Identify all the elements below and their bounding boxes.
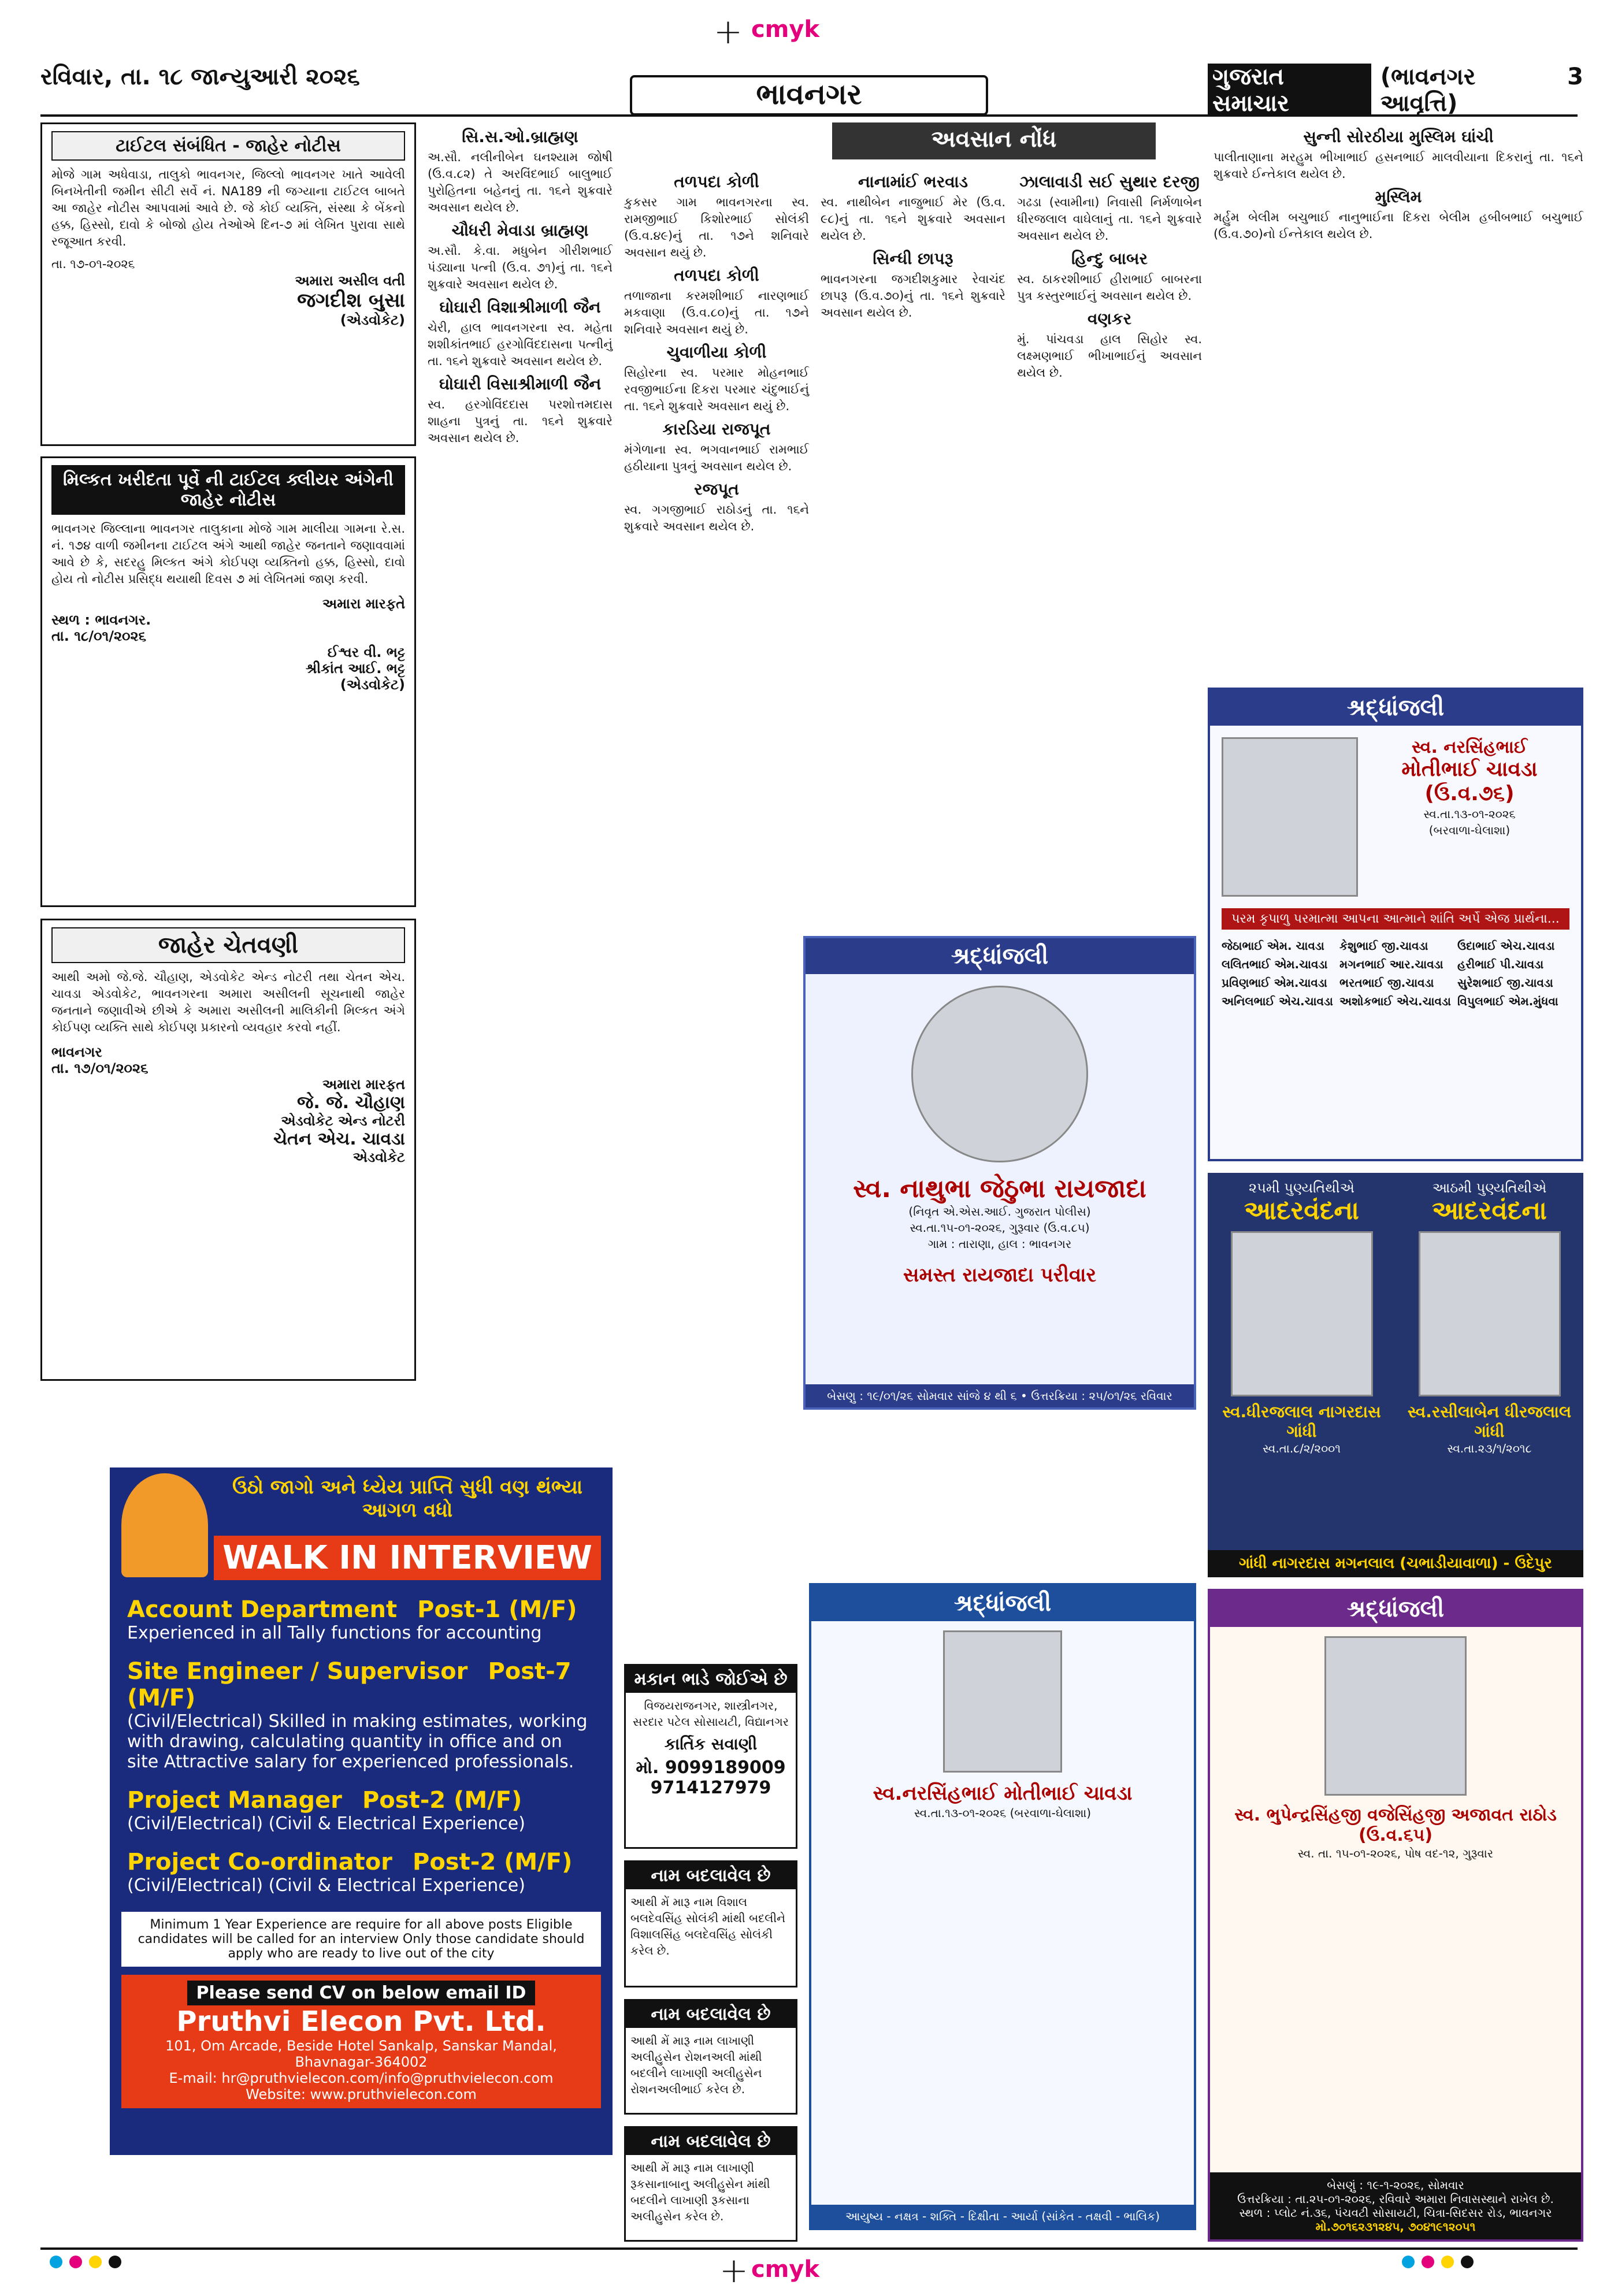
- post-count: Post-2 (M/F): [413, 1849, 573, 1875]
- obit-text: અ.સૌ. કે.વા. મધુબેન ગીરીશભાઈ પંડ્યાના પત્ની (ઉ.વ. ૭૧)નું તા. ૧૬ને શુક્રવારે અવસાન થયેલ છે.: [428, 243, 613, 291]
- ad-text: આથી મેં મારૂ નામ લાખાણી અલીહુસેન રોશનઅલી માંથી બદલીને લાખાણી અલીહુસેન રોશનઅલીભાઈ કરેલ છે.: [630, 2034, 762, 2096]
- tribute-name-prefix: સ્વ. નરસિંહભાઈ: [1411, 737, 1528, 757]
- property-notice-date: તા. ૧૮/૦૧/૨૦૨૬: [51, 627, 147, 644]
- tribute-phone[interactable]: મો.૭૦૧૬૨૩૧૨૪૫, ૭૦૪૧૯૧૨૦૫૧: [1315, 2220, 1476, 2234]
- obit-head: હિન્દુ બાબર: [1071, 248, 1148, 268]
- tribute-heading: શ્રદ્ધાંજલી: [806, 938, 1194, 974]
- obituary-column-1: [428, 122, 613, 1434]
- header-rule: [40, 114, 1578, 117]
- ad-area: વિજયરાજનગર, શાસ્ત્રીનગર, સરદાર પટેલ સોસાયટી, વિદ્યાનગર: [632, 1699, 789, 1729]
- registration-mark: +: [713, 12, 743, 52]
- dot-cyan: [1402, 2256, 1415, 2268]
- title-notice-signer-role: (એડવોકેટ): [340, 311, 405, 328]
- obituary-column-2: [624, 168, 809, 1439]
- title-notice-date: તા. ૧૭-૦૧-૨૦૨૬: [51, 257, 135, 271]
- portrait-photo: [1231, 1231, 1373, 1396]
- tribute-heading: શ્રદ્ધાંજલી: [1210, 690, 1581, 726]
- obit-head: મુસ્લિમ: [1375, 187, 1422, 206]
- dot-yellow: [1441, 2256, 1454, 2268]
- obit-head: ઘોઘારી વિશાશ્રીમાળી જૈન: [439, 297, 601, 317]
- public-warning-signer1-role: એડવોકેટ એન્ડ નોટરી: [281, 1112, 405, 1129]
- tribute-date: સ્વ.તા.૧૩-૦૧-૨૦૨૬ (બરવાળા-ઘેલાશા): [914, 1806, 1092, 1820]
- obit-head: સિ.સ.ઓ.બ્રાહ્મણ: [462, 127, 578, 146]
- tribute-name: મોતીભાઈ ચાવડા (ઉ.વ.૭૬): [1401, 757, 1538, 805]
- portrait-photo: [911, 986, 1088, 1162]
- public-warning: [40, 919, 416, 1381]
- obit-text: અ.સૌ. નલીનીબેન ઘનશ્યામ જોષી (ઉ.વ.૮૨) તે અરવિંદભાઈ બાલુભાઈ પુરોહિતના બહેનનું તા. ૧૬ને શુક્રવારે અવસાન થયેલ છે.: [428, 150, 613, 214]
- tribute-rathod: [1208, 1589, 1583, 2242]
- anniv-person1: સ્વ.ધીરજલાલ નાગરદાસ ગાંધી: [1222, 1402, 1381, 1441]
- ad-title: નામ બદલાવેલ છે: [626, 2001, 796, 2028]
- property-notice-signer1: ઈશ્વર વી. ભટ્ટ: [327, 644, 405, 660]
- family-member: અશોકભાઈ એચ.ચાવડા: [1339, 994, 1451, 1008]
- tribute-family: સમસ્ત રાયજાદા પરીવાર: [903, 1264, 1097, 1287]
- tribute-heading: શ્રદ્ધાંજલી: [1210, 1591, 1581, 1627]
- anniv-right-title: આદરવંદના: [1432, 1196, 1547, 1225]
- obit-text: ચેરી, હાલ ભાવનગરના સ્વ. મહેતા શશીકાંતભાઈ હરગોવિંદદાસના પત્નીનું તા. ૧૬ને શુક્રવારે અવસાન થયેલ છે.: [428, 320, 613, 368]
- obituary-column-3: [821, 168, 1005, 907]
- walk-in-posts: [110, 1591, 613, 1912]
- family-member: પ્રવિણભાઈ એમ.ચાવડા: [1222, 976, 1327, 990]
- obit-text: મું. પાંચવડા હાલ સિહોર સ્વ. લક્ષ્મણભાઈ ભીખાભાઈનું અવસાન થયેલ છે.: [1017, 332, 1202, 380]
- obit-head: કારડિયા રાજપૂત: [662, 419, 771, 439]
- obit-text: કુકસર ગામ ભાવનગરના સ્વ. રામજીભાઈ કિશોરભાઈ સોલંકી (ઉ.વ.૪૯)નું તા. ૧૭ને શનિવારે અવસાન થયું છે.: [624, 195, 809, 259]
- post-project-coordinator: [127, 1849, 595, 1896]
- walk-in-ad: [110, 1467, 613, 2155]
- post-desc: (Civil/Electrical) (Civil & Electrical Experience): [127, 1814, 525, 1834]
- paper-name: ગુજરાત સમાચાર: [1208, 64, 1371, 117]
- tribute-rank: (નિવૃત એ.એસ.આઈ. ગુજરાત પોલીસ): [908, 1205, 1091, 1218]
- family-member: હરીભાઈ પી.ચાવડા: [1457, 957, 1544, 971]
- property-notice-signer-label: અમારા મારફતે: [322, 595, 405, 612]
- company-email[interactable]: E-mail: hr@pruthvielecon.com/info@pruthvielecon.com: [169, 2070, 554, 2086]
- public-warning-body: આથી અમો જે.જે. ચૌહાણ, એડવોકેટ એન્ડ નોટરી તથા ચેતન એચ. ચાવડા એડવોકેટ, ભાવનગરના અમારા અસીલની સૂચનાથી જાહેર જનતાને જણાવીએ છીએ કે અમારા અસીલની માલિકીની મિલ્કત અંગે કોઈપણ વ્યક્તિ સાથે કોઈપણ પ્રકારનો વ્યવહાર કરવો નહીં.: [51, 970, 405, 1034]
- ad-title: નામ બદલાવેલ છે: [626, 1862, 796, 1889]
- obit-text: સ્વ. ઠાકરશીભાઈ હીરાભાઈ બાબરના પુત્ર કસ્તુરભાઈનું અવસાન થયેલ છે.: [1017, 272, 1202, 303]
- obit-text: ગઢડા (સ્વામીના) નિવાસી નિર્મળાબેન ધીરજલાલ વાઘેલાનું તા. ૧૬ને શુક્રવારે અવસાન થયેલ છે.: [1017, 195, 1202, 243]
- city-banner: [630, 75, 988, 116]
- obit-head: તળપદા કોળી: [674, 265, 759, 285]
- post-project-manager: [127, 1787, 595, 1834]
- anniversary-ad: [1208, 1173, 1583, 1577]
- tribute-besnu: બેસણુ : ૧૯/૦૧/૨૬ સોમવાર સાંજે ૪ થી ૬ • ઉત્તરક્રિયા : ૨૫/૦૧/૨૬ રવિવાર: [806, 1384, 1194, 1407]
- family-member: જેઠાભાઈ એમ. ચાવડા: [1222, 939, 1324, 953]
- anniv-family: ગાંધી નાગરદાસ મગનલાલ (ચભાડીયાવાળા) - ઉદેપુર: [1208, 1550, 1583, 1577]
- tribute-besnu: બેસણું : ૧૯-૧-૨૦૨૬, સોમવાર: [1327, 2178, 1464, 2192]
- tribute-place: (બરવાળા-ઘેલાશા): [1428, 823, 1511, 837]
- public-warning-place: ભાવનગર: [51, 1043, 102, 1060]
- obituary-column-5: [1214, 122, 1583, 677]
- obituary-section-title: અવસાન નોંધ: [832, 122, 1156, 159]
- post-site-engineer: [127, 1658, 595, 1772]
- obit-head: ચુવાળીયા કોળી: [666, 342, 767, 362]
- obit-head: નાનામાંઈ ભરવાડ: [858, 172, 968, 191]
- footer-rule: [40, 2247, 1578, 2250]
- post-desc: (Civil/Electrical) Skilled in making estimates, working with drawing, calculating quantity in office and on site Attractive salary for experienced professionals.: [127, 1711, 588, 1772]
- edition: (ભાવનગર આવૃત્તિ): [1380, 64, 1476, 117]
- obit-head: ચૌધરી મેવાડા બ્રાહ્મણ: [451, 220, 589, 240]
- portrait-photo: [943, 1630, 1062, 1773]
- dot-magenta: [69, 2256, 82, 2268]
- post-name: Site Engineer / Supervisor: [127, 1658, 468, 1685]
- tribute-date: સ્વ. તા. ૧૫-૦૧-૨૦૨૬, પોષ વદ-૧૨, ગુરૂવાર: [1297, 1847, 1494, 1860]
- tribute-chavda: [1208, 688, 1583, 1161]
- page-number: 3: [1567, 64, 1583, 90]
- walk-in-cta: Please send CV on below email ID: [187, 1981, 536, 2005]
- family-member: સુરેશભાઈ જી.ચાવડા: [1457, 976, 1553, 990]
- obit-head: સુન્ની સોરઠીયા મુસ્લિમ ઘાંચી: [1303, 127, 1494, 146]
- tribute-address: સ્થળ : પ્લોટ નં.૩૬, પંચવટી સોસાયટી, ચિત્રા-સિદસર રોડ, ભાવનગર: [1239, 2206, 1552, 2220]
- obit-text: સ્વ. ગગજીભાઈ રાઠોડનું તા. ૧૬ને શુક્રવારે અવસાન થયેલ છે.: [624, 502, 809, 533]
- public-warning-date: તા. ૧૭/૦૧/૨૦૨૬: [51, 1060, 149, 1076]
- obit-head: સિન્ધી છાપરૂ: [873, 248, 953, 268]
- dot-cyan: [50, 2256, 62, 2268]
- post-account: [127, 1596, 595, 1643]
- portrait-photo: [1324, 1636, 1467, 1796]
- ad-text: આથી મેં મારૂ નામ લાખાણી રૂકસાનાબાનુ અલીહુસેન માંથી બદલીને લાખાણી રૂકસાના અલીહુસેન કરેલ છે.: [630, 2161, 770, 2223]
- family-member: વિપુલભાઈ એમ.મુંધવા: [1457, 994, 1558, 1008]
- property-notice-signer2: શ્રીકાંત આઈ. ભટ્ટ: [305, 660, 405, 677]
- obit-text: સ્વ. નાથીબેન નાજુભાઈ મેર (ઉ.વ. ૯૮)નું તા. ૧૬ને શુક્રવારે અવસાન થયેલ છે.: [821, 195, 1005, 243]
- obit-text: મર્હુમ બેલીમ બચુભાઈ નાનુભાઈના દિકરા બેલીમ હબીબભાઈ બચુભાઈ (ઉ.વ.૭૦)નો ઈન્તેકાલ થયેલ છે.: [1214, 210, 1583, 241]
- tribute-date: સ્વ.તા.૧૫-૦૧-૨૦૨૬, ગુરૂવાર (ઉ.વ.૮૫): [910, 1221, 1090, 1235]
- anniv-left-caption: ૨૫મી પુણ્યતિથીએ: [1249, 1180, 1354, 1196]
- obit-text: તળાજાના કરમશીભાઈ નારણભાઈ મકવાણા (ઉ.વ.૮૦)નું તા. ૧૭ને શનિવારે અવસાન થયું છે.: [624, 288, 809, 336]
- cmyk-mark: cmyk: [751, 16, 820, 43]
- ad-phone[interactable]: મો. 9099189009 9714127979: [636, 1758, 786, 1798]
- name-change-ad-1: [624, 1860, 797, 1987]
- post-desc: (Civil/Electrical) (Civil & Electrical Experience): [127, 1875, 525, 1896]
- obit-head: વણકર: [1087, 309, 1132, 328]
- post-count: Post-2 (M/F): [362, 1787, 522, 1814]
- name-change-ad-2: [624, 1999, 797, 2115]
- tribute-footer: [1210, 2172, 1581, 2239]
- tribute-chavda-family: [809, 1583, 1196, 2230]
- title-notice-signer-label: અમારા અસીલ વતી: [295, 272, 405, 289]
- company-address: 101, Om Arcade, Beside Hotel Sankalp, Sanskar Mandal, Bhavnagar-364002: [165, 2038, 557, 2070]
- tribute-footer: આયુષ્ય - નક્ષત્ર - શક્તિ - દિક્ષીતા - આર્યા (સાંકેત - તક્ષવી - ભાલિક): [811, 2205, 1194, 2228]
- portrait-illustration: [121, 1473, 208, 1577]
- anniv-person2-date: સ્વ.તા.૨૩/૧/૨૦૧૮: [1447, 1441, 1532, 1455]
- tribute-family-grid: [1210, 930, 1581, 1017]
- company-name: Pruthvi Elecon Pvt. Ltd.: [176, 2005, 546, 2038]
- ad-title: નામ બદલાવેલ છે: [626, 2128, 796, 2155]
- company-website[interactable]: Website: www.pruthvielecon.com: [246, 2086, 477, 2102]
- tribute-name: સ્વ. નાથુભા જેઠુભા રાયજાદા: [853, 1174, 1146, 1203]
- family-member: મગનભાઈ આર.ચાવડા: [1339, 957, 1443, 971]
- post-name: Account Department: [127, 1596, 398, 1623]
- family-member: લલિતભાઈ એમ.ચાવડા: [1222, 957, 1328, 971]
- tribute-heading: શ્રદ્ધાંજલી: [811, 1585, 1194, 1621]
- property-notice: [40, 456, 416, 907]
- family-member: ઉદાભાઈ એચ.ચાવડા: [1457, 939, 1555, 953]
- family-member: કેશુભાઈ જી.ચાવડા: [1339, 939, 1428, 953]
- masthead: [1208, 64, 1583, 117]
- obit-text: સિહોરના સ્વ. પરમાર મોહનભાઈ રવજીભાઈના દિકરા પરમાર ચંદુભાઈનું તા. ૧૬ને શુક્રવારે અવસાન થયું છે.: [624, 365, 809, 413]
- post-desc: Experienced in all Tally functions for accounting: [127, 1623, 542, 1643]
- ad-text: આથી મેં મારૂ નામ વિશાલ બલદેવસિંહ સોલંકી માંથી બદલીને વિશાલસિંહ બલદેવસિંહ સોલંકી કરેલ છે.: [630, 1895, 786, 1957]
- post-name: Project Co-ordinator: [127, 1849, 392, 1875]
- cmyk-mark-bottom: cmyk: [751, 2256, 820, 2283]
- dot-black: [109, 2256, 121, 2268]
- tribute-place: ગામ : તારાણા, હાલ : ભાવનગર: [927, 1237, 1072, 1251]
- obit-head: ઝાલાવાડી સઈ સુથાર દરજી: [1019, 172, 1200, 191]
- property-notice-role: (એડવોકેટ): [340, 676, 405, 693]
- property-notice-body: ભાવનગર જિલ્લાના ભાવનગર તાલુકાના મોજે ગામ માલીયા ગામના રે.સ. નં. ૧૭૪ વાળી જમીનના ટાઈટલ અંગે આથી જાહેર જનતાને જણાવવામાં આવે છે કે, સદરહુ મિલ્કત અંગે કોઈપણ વ્યક્તિનો હક્ક, હિસ્સો, દાવો હોય તો નોટીસ પ્રસિદ્ધ થયાથી દિવસ ૭ માં લેખિતમાં જાણ કરવી.: [51, 522, 405, 586]
- obit-head: રજપૂત: [694, 479, 739, 499]
- tribute-name: સ્વ.નરસિંહભાઈ મોતીભાઈ ચાવડા: [873, 1782, 1133, 1805]
- tribute-rayjada: [803, 936, 1196, 1410]
- anniv-left-title: આદરવંદના: [1244, 1196, 1359, 1225]
- walk-in-footer: [121, 1975, 601, 2108]
- property-notice-heading: મિલ્કત ખરીદતા પૂર્વે ની ટાઈટલ ક્લીયર અંગેની જાહેર નોટીસ: [51, 465, 405, 515]
- tribute-name: સ્વ. ભુપેન્દ્રસિંહજી વજેસિંહજી અજાવત રાઠોડ (ઉ.વ.૬૫): [1234, 1805, 1557, 1845]
- ad-contact-name: કાર્તિક સવાણી: [664, 1734, 758, 1753]
- registration-mark-bottom: +: [719, 2250, 749, 2291]
- title-notice-signer: જગદીશ બુસા: [297, 288, 405, 312]
- anniv-person2: સ્વ.રસીલાબેન ધીરજલાલ ગાંધી: [1407, 1402, 1572, 1441]
- obit-text: મંગેળાના સ્વ. ભગવાનભાઈ રામભાઈ હઠીયાના પુત્રનું અવસાન થયેલ છે.: [624, 442, 809, 473]
- post-count: Post-1 (M/F): [417, 1596, 577, 1623]
- tribute-prayer: પરમ કૃપાળુ પરમાત્મા આપના આત્માને શાંતિ અર્પે એજ પ્રાર્થના...: [1222, 908, 1569, 930]
- obit-text: પાલીતાણાના મરહુમ ભીખાભાઈ હસનભાઈ માલવીયાના દિકરાનું તા. ૧૬ને શુક્રવારે ઈન્તેકાલ થયેલ છે.: [1214, 150, 1583, 181]
- walk-in-tagline: ઉઠો જાગો અને ધ્યેય પ્રાપ્તિ સુધી વણ થંભ્યા આગળ વધો: [232, 1476, 583, 1522]
- portrait-photo: [1419, 1231, 1561, 1396]
- walk-in-title: WALK IN INTERVIEW: [214, 1536, 601, 1580]
- dot-yellow: [89, 2256, 102, 2268]
- obit-text: સ્વ. હરગોવિંદદાસ પરશોત્તમદાસ શાહના પુત્રનું તા. ૧૬ને શુક્રવારે અવસાન થયેલ છે.: [428, 397, 613, 445]
- public-warning-signer1: જે. જે. ચૌહાણ: [297, 1092, 405, 1113]
- color-dots-right: [1398, 2256, 1572, 2273]
- public-warning-heading: જાહેર ચેતવણી: [51, 927, 405, 963]
- obit-text: ભાવનગરના જગદીશકુમાર રેવાચંદ છાપરૂ (ઉ.વ.૭૦)નું તા. ૧૬ને શુક્રવારે અવસાન થયેલ છે.: [821, 272, 1005, 319]
- color-dots-left: [46, 2256, 220, 2273]
- family-member: ભરતભાઈ જી.ચાવડા: [1339, 976, 1434, 990]
- public-warning-signer2: ચેતન એચ. ચાવડા: [273, 1128, 405, 1149]
- public-warning-signer2-role: એડવોકેટ: [352, 1149, 405, 1165]
- post-count: Post-7 (M/F): [127, 1658, 572, 1711]
- tribute-uttar: ઉત્તરક્રિયા : તા.૨૫-૦૧-૨૦૨૬, રવિવારે અમારા નિવાસસ્થાને રાખેલ છે.: [1237, 2192, 1554, 2206]
- name-change-ad-3: [624, 2126, 797, 2242]
- title-notice-body: મોજે ગામ અધેવાડા, તાલુકો ભાવનગર, જિલ્લો ભાવનગર ખાતે આવેલી બિનખેતીની જમીન સીટી સર્વે નં. NA189 ની જગ્યાના ટાઈટલ બાબતે આ જાહેર નોટીસ આપવામાં આવે છે. જે કોઈ વ્યક્તિ, સંસ્થા કે બેંકનો હક્ક, હિસ્સો, દાવો કે બોજો હોય તેઓએ દિન-૭ માં લેખિત પુરાવા સાથે રજૂઆત કરવી.: [51, 168, 405, 248]
- tribute-date: સ્વ.તા.૧૩-૦૧-૨૦૨૬: [1423, 807, 1516, 821]
- ad-title: મકાન ભાડે જોઈએ છે: [626, 1666, 796, 1693]
- public-warning-signer-label: અમારા મારફત: [322, 1076, 405, 1093]
- property-notice-place: સ્થળ : ભાવનગર.: [51, 611, 151, 628]
- issue-date: રવિવાર, તા. ૧૮ જાન્યુઆરી ૨૦૨૬: [40, 64, 360, 90]
- obit-head: તળપદા કોળી: [674, 172, 759, 191]
- obituary-column-4: [1017, 168, 1202, 907]
- anniv-person1-date: સ્વ.તા.૮/૨/૨૦૦૧: [1262, 1441, 1341, 1455]
- city-name: ભાવનગર: [756, 77, 862, 111]
- walk-in-note: Minimum 1 Year Experience are require for all above posts Eligible candidates will be called for an interview Only those candidate should apply who are ready to live out of the city: [121, 1912, 601, 1967]
- family-member: અનિલભાઈ એચ.ચાવડા: [1222, 994, 1333, 1008]
- dot-black: [1461, 2256, 1474, 2268]
- anniv-right-caption: આઠમી પુણ્યતિથીએ: [1432, 1180, 1547, 1196]
- title-notice: [40, 122, 416, 446]
- house-wanted-ad: [624, 1664, 797, 1849]
- dot-magenta: [1422, 2256, 1434, 2268]
- obit-head: ઘોઘારી વિસાશ્રીમાળી જૈન: [439, 374, 602, 393]
- title-notice-heading: ટાઈટલ સંબંધિત - જાહેર નોટીસ: [51, 131, 405, 161]
- post-name: Project Manager: [127, 1787, 342, 1814]
- portrait-photo: [1222, 737, 1358, 897]
